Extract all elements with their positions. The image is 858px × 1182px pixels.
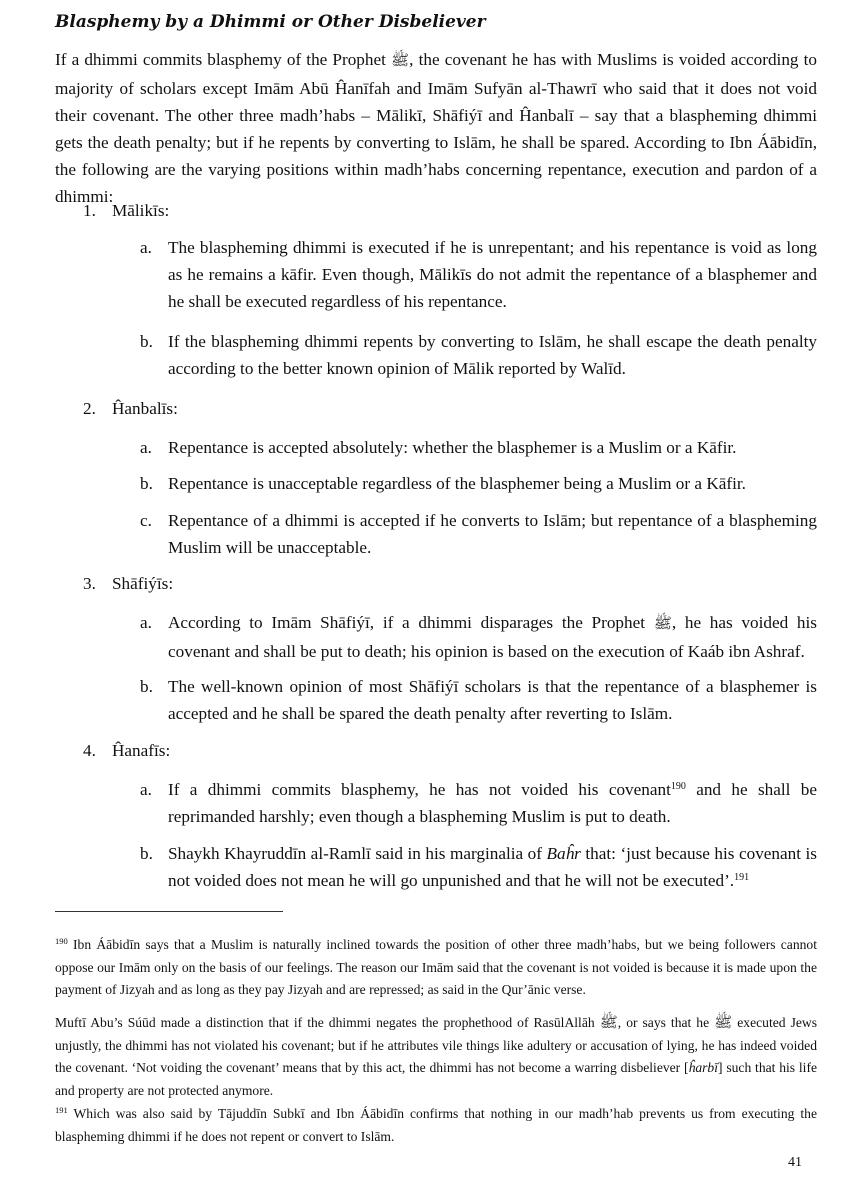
list-number: 4.: [83, 741, 96, 760]
list-item: [140, 470, 817, 497]
footnote-text: executed Jews unjustly, the dhimmi has not violated his covenant; but if he attributes vile things like adultery or accusation of lying, he has indeed voided the covenant. ‘Not voiding the covenant’ means that by this act, the dhimmi has not become a warring disbeliever [: [55, 1015, 817, 1075]
list-title: Mālikīs:: [112, 201, 170, 220]
list-title: Ĥanafīs:: [112, 741, 171, 760]
footnote-text: , or says that he: [617, 1015, 715, 1030]
salutation-icon: ﷺ: [599, 1015, 618, 1031]
item-text-part: , he has voided his covenant and shall be put to death; his opinion is based on the execution of Kaáb ibn Ashraf.: [168, 613, 817, 661]
list-item: [140, 328, 817, 382]
item-text: [168, 609, 817, 665]
list-heading-hanbalis: [83, 395, 178, 422]
item-letter: b.: [140, 677, 153, 696]
list-number: 3.: [83, 574, 96, 593]
salutation-icon: ﷺ: [391, 53, 410, 69]
footnote-text: ] such that his life and property are not protected anymore.: [55, 1060, 817, 1098]
footnote-text: Which was also said by Tājuddīn Subkī and Ibn Áābidīn confirms that nothing in our madh’hab prevents us from executing the blaspheming dhimmi if he does not repent or convert to Islām.: [55, 1106, 817, 1144]
item-text: Repentance of a dhimmi is accepted if he converts to Islām; but repentance of a blaspheming Muslim will be unacceptable.: [168, 511, 817, 557]
footnote-number: 191: [55, 1105, 68, 1115]
footnote-term: ĥarbī: [688, 1060, 719, 1075]
item-letter: b.: [140, 332, 153, 351]
list-item: [140, 840, 817, 894]
item-letter: a.: [140, 613, 152, 632]
item-text-part: and he shall be reprimanded harshly; even though a blaspheming Muslim is put to death.: [168, 780, 817, 826]
item-letter: a.: [140, 438, 152, 457]
list-title: Ĥanbalīs:: [112, 399, 178, 418]
footnote-text: Muftī Abu’s Súūd made a distinction that if the dhimmi negates the prophethood of RasūlAllāh: [55, 1015, 600, 1030]
list-item: [140, 507, 817, 561]
item-letter: a.: [140, 780, 152, 799]
list-item: [140, 434, 817, 461]
item-text: Repentance is unacceptable regardless of the blasphemer being a Muslim or a Kāfir.: [168, 474, 746, 493]
list-item: [140, 673, 817, 727]
item-letter: b.: [140, 474, 153, 493]
item-letter: b.: [140, 844, 153, 863]
salutation-icon: ﷺ: [714, 1015, 733, 1031]
list-number: 1.: [83, 201, 96, 220]
item-text: [168, 776, 817, 830]
salutation-icon: ﷺ: [653, 616, 672, 632]
footnote-191: [55, 1103, 817, 1148]
list-number: 2.: [83, 399, 96, 418]
item-text-part: that: ‘just because his covenant is not voided does not mean he will go unpunished and that he will not be executed’.: [168, 844, 817, 890]
item-text: The well-known opinion of most Shāfiýī scholars is that the repentance of a blasphemer is accepted and he shall be spared the death penalty after reverting to Islām.: [168, 677, 817, 723]
item-text-part: Shaykh Khayruddīn al-Ramlī said in his marginalia of: [168, 844, 547, 863]
footnote-ref[interactable]: 191: [734, 872, 750, 883]
intro-paragraph: [55, 46, 817, 210]
item-text: [168, 840, 817, 894]
list-item: [140, 234, 817, 315]
item-text: If the blaspheming dhimmi repents by converting to Islām, he shall escape the death penalty according to the better known opinion of Mālik reported by Walīd.: [168, 332, 817, 378]
list-title: Shāfiýīs:: [112, 574, 174, 593]
item-text-part: According to Imām Shāfiýī, if a dhimmi disparages the Prophet: [168, 613, 654, 632]
item-text: The blaspheming dhimmi is executed if he is unrepentant; and his repentance is void as long as he remains a kāfir. Even though, Mālikīs do not admit the repentance of a blasphemer and he shall be executed regardless of his repentance.: [168, 238, 817, 311]
list-heading-shafiyis: [83, 570, 173, 597]
footnote-190-continued: [55, 1012, 817, 1102]
item-letter: a.: [140, 238, 152, 257]
list-item: [140, 609, 817, 665]
book-title: Baĥr: [546, 844, 581, 863]
list-heading-malikis: [83, 197, 169, 224]
footnote-ref[interactable]: 190: [670, 781, 686, 792]
list-item: [140, 776, 817, 830]
footnote-190: [55, 934, 817, 1002]
section-heading: Blasphemy by a Dhimmi or Other Disbeliever: [55, 12, 486, 32]
item-letter: c.: [140, 511, 152, 530]
page-number: 41: [788, 1155, 802, 1170]
footnote-number: 190: [55, 936, 68, 946]
item-text: Repentance is accepted absolutely: whether the blasphemer is a Muslim or a Kāfir.: [168, 438, 737, 457]
intro-text: If a dhimmi commits blasphemy of the Prophet: [55, 50, 392, 69]
footnote-divider: [55, 911, 283, 912]
list-heading-hanafis: [83, 737, 170, 764]
item-text-part: If a dhimmi commits blasphemy, he has not voided his covenant: [168, 780, 671, 799]
intro-text-continued: , the covenant he has with Muslims is voided according to majority of scholars except Imām Abū Ĥanīfah and Imām Sufyān al-Thawrī who said that it does not void their covenant. The other three madh’habs – Mālikī, Shāfiýī and Ĥanbalī – say that a blaspheming dhimmi gets the death penalty; but if he repents by converting to Islām, he shall be spared. According to Ibn Áābidīn, the following are the varying positions within madh’habs concerning repentance, execution and pardon of a dhimmi:: [55, 50, 817, 206]
footnote-text: Ibn Áābidīn says that a Muslim is naturally inclined towards the position of other three madh’habs, but we being followers cannot oppose our Imām only on the basis of our feelings. The reason our Imām said that the covenant is not voided is because it is made upon the payment of Jizyah and as long as they pay Jizyah and are repressed; as said in the Qur’ānic verse.: [55, 937, 817, 997]
